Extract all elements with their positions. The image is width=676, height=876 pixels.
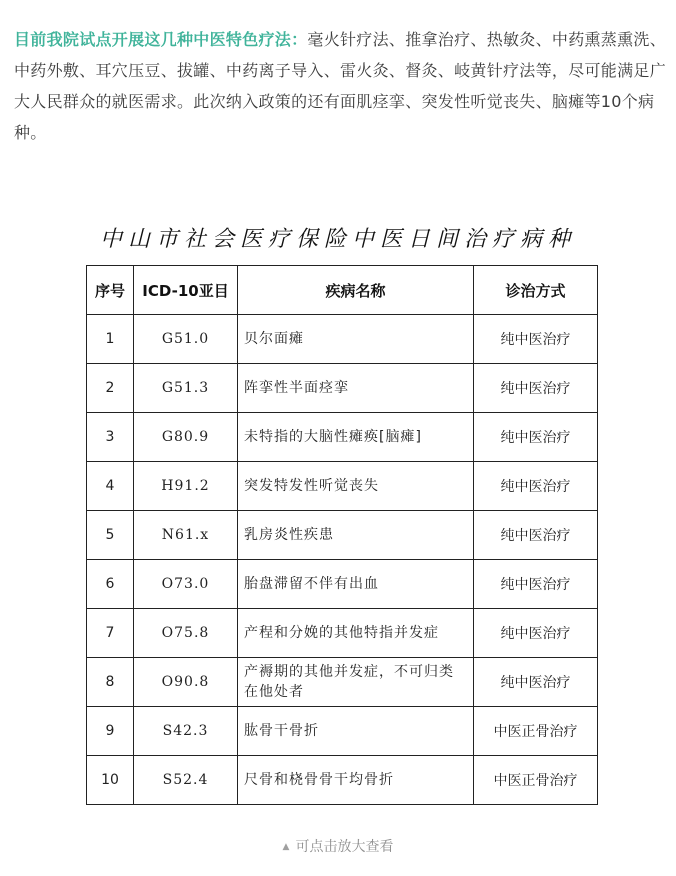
header-disease-name: 疾病名称	[238, 266, 474, 315]
cell-disease-name: 尺骨和桡骨骨干均骨折	[238, 756, 474, 805]
cell-icd-code: S52.4	[134, 756, 238, 805]
cell-icd-code: O90.8	[134, 658, 238, 707]
cell-disease-name: 未特指的大脑性瘫痪[脑瘫]	[238, 413, 474, 462]
cell-serial: 7	[87, 609, 134, 658]
table-title[interactable]: 中山市社会医疗保险中医日间治疗病种	[99, 227, 576, 252]
cell-icd-code: N61.x	[134, 511, 238, 560]
cell-serial: 5	[87, 511, 134, 560]
zoom-hint-label[interactable]: 可点击放大查看	[295, 839, 394, 855]
cell-icd-code: G51.3	[134, 364, 238, 413]
cell-serial: 4	[87, 462, 134, 511]
cell-disease-name: 贝尔面瘫	[238, 315, 474, 364]
cell-icd-code: S42.3	[134, 707, 238, 756]
disease-table[interactable]	[86, 265, 598, 805]
cell-treatment-mode: 纯中医治疗	[474, 462, 598, 511]
cell-treatment-mode: 中医正骨治疗	[474, 707, 598, 756]
cell-disease-name: 肱骨干骨折	[238, 707, 474, 756]
table-row	[87, 658, 598, 707]
cell-disease-name: 突发特发性听觉丧失	[238, 462, 474, 511]
zoom-hint[interactable]	[0, 836, 676, 856]
cell-treatment-mode: 纯中医治疗	[474, 511, 598, 560]
cell-treatment-mode: 中医正骨治疗	[474, 756, 598, 805]
cell-disease-name: 产褥期的其他并发症，不可归类在他处者	[238, 658, 474, 707]
cell-disease-name: 阵挛性半面痉挛	[238, 364, 474, 413]
cell-serial: 2	[87, 364, 134, 413]
intro-body: 毫火针疗法、推拿治疗、热敏灸、中药熏蒸熏洗、中药外敷、耳穴压豆、拔罐、中药离子导入、雷火灸、督灸、岐黄针疗法等，尽可能满足广大人民群众的就医需求。此次纳入政策的还有面肌痉挛、突发性听觉丧失、脑瘫等10个病种。	[14, 30, 667, 142]
table-row	[87, 462, 598, 511]
table-header-row	[87, 266, 598, 315]
cell-serial: 8	[87, 658, 134, 707]
header-icd10: ICD-10亚目	[134, 266, 238, 315]
cell-icd-code: G51.0	[134, 315, 238, 364]
table-row	[87, 364, 598, 413]
cell-treatment-mode: 纯中医治疗	[474, 315, 598, 364]
cell-icd-code: O75.8	[134, 609, 238, 658]
header-treatment-mode: 诊治方式	[474, 266, 598, 315]
table-row	[87, 315, 598, 364]
cell-serial: 6	[87, 560, 134, 609]
triangle-up-icon: ▲	[282, 842, 290, 852]
table-row	[87, 413, 598, 462]
cell-serial: 3	[87, 413, 134, 462]
cell-serial: 10	[87, 756, 134, 805]
cell-icd-code: H91.2	[134, 462, 238, 511]
cell-icd-code: G80.9	[134, 413, 238, 462]
cell-treatment-mode: 纯中医治疗	[474, 413, 598, 462]
table-row	[87, 609, 598, 658]
table-row	[87, 560, 598, 609]
cell-icd-code: O73.0	[134, 560, 238, 609]
cell-serial: 9	[87, 707, 134, 756]
table-row	[87, 511, 598, 560]
cell-treatment-mode: 纯中医治疗	[474, 609, 598, 658]
intro-lead: 目前我院试点开展这几种中医特色疗法：	[14, 30, 308, 49]
cell-treatment-mode: 纯中医治疗	[474, 364, 598, 413]
cell-treatment-mode: 纯中医治疗	[474, 560, 598, 609]
cell-disease-name: 胎盘滞留不伴有出血	[238, 560, 474, 609]
cell-disease-name: 产程和分娩的其他特指并发症	[238, 609, 474, 658]
header-serial: 序号	[87, 266, 134, 315]
table-row	[87, 756, 598, 805]
cell-treatment-mode: 纯中医治疗	[474, 658, 598, 707]
intro-paragraph	[14, 24, 666, 148]
cell-disease-name: 乳房炎性疾患	[238, 511, 474, 560]
cell-serial: 1	[87, 315, 134, 364]
table-row	[87, 707, 598, 756]
